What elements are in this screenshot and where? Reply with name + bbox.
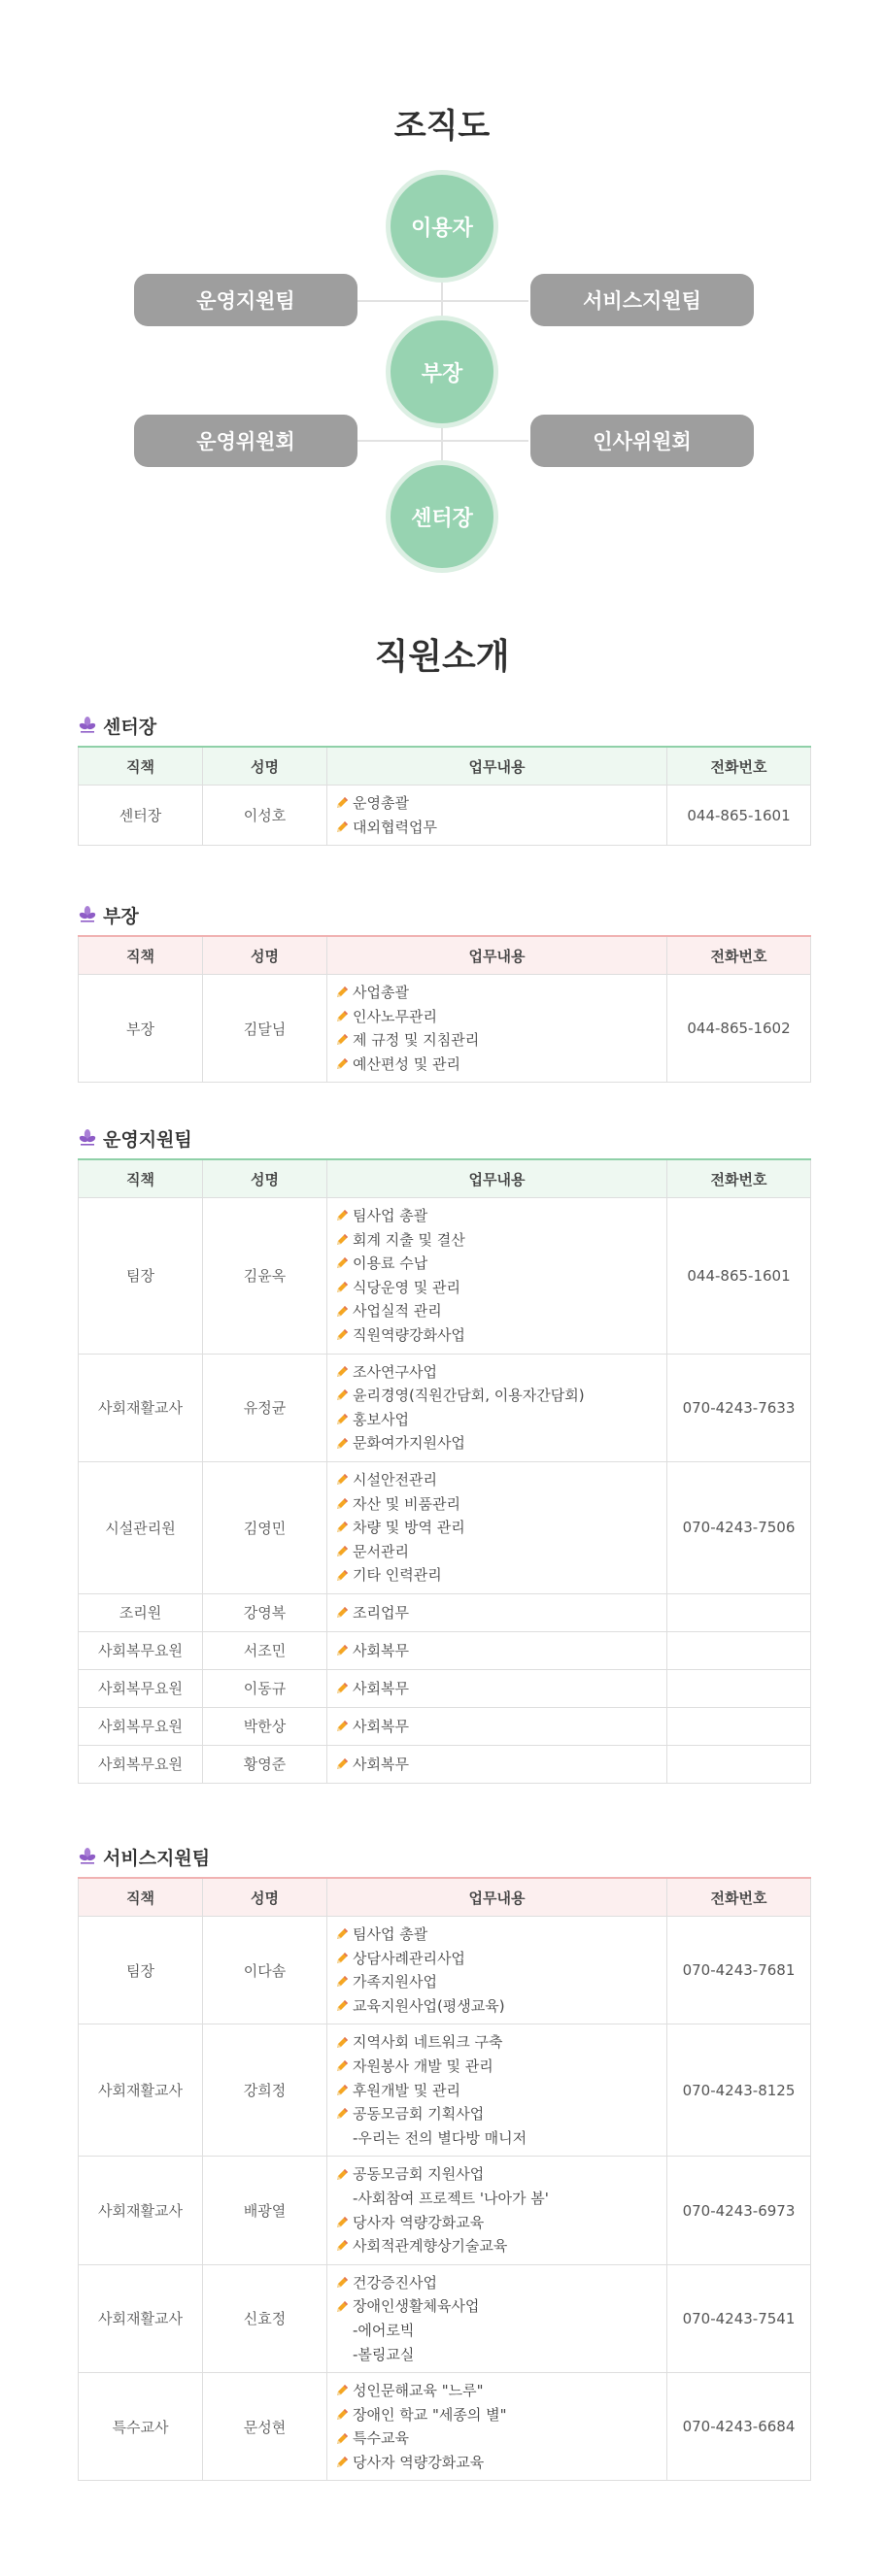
duty-item <box>335 1005 666 1029</box>
name-cell: 김영민 <box>203 1461 327 1593</box>
position-cell: 센터장 <box>79 786 203 846</box>
duty-text: 팀사업 총괄 <box>353 1925 428 1943</box>
duty-text: 사회복무 <box>353 1679 409 1697</box>
table-row <box>79 786 811 846</box>
section-heading-label: 센터장 <box>103 716 157 738</box>
column-header: 성명 <box>203 936 327 975</box>
position-cell: 사회복무요원 <box>79 1631 203 1669</box>
duty-item <box>335 1299 666 1323</box>
staff-title: 직원소개 <box>374 637 510 677</box>
duty-text: 대외협력업무 <box>353 818 437 836</box>
pencil-icon <box>335 1413 349 1426</box>
pencil-icon <box>335 1365 349 1379</box>
duty-item <box>335 2403 666 2427</box>
duty-text: 사회적관계향상기술교육 <box>353 2237 508 2256</box>
flower-icon <box>78 905 97 924</box>
duty-item <box>335 2187 666 2211</box>
staff-table <box>78 746 811 846</box>
connector-top-horizontal <box>357 300 528 302</box>
duty-item <box>335 816 666 840</box>
duty-text: 제 규정 및 지침관리 <box>353 1031 480 1050</box>
pencil-icon <box>335 1328 349 1342</box>
duty-text: 장애인생활체육사업 <box>353 2297 480 2316</box>
pencil-icon <box>335 2107 349 2121</box>
table-row <box>79 2264 811 2372</box>
duty-item <box>335 2426 666 2451</box>
column-header: 전화번호 <box>667 1878 811 1917</box>
phone-cell: 044-865-1601 <box>667 786 811 846</box>
position-cell: 부장 <box>79 975 203 1083</box>
pencil-icon <box>335 1305 349 1319</box>
pencil-icon <box>335 1569 349 1583</box>
column-header: 성명 <box>203 1878 327 1917</box>
duty-item <box>335 2451 666 2475</box>
duty-item <box>335 1204 666 1228</box>
table-row <box>79 1707 811 1745</box>
staff-table <box>78 1877 811 2481</box>
table-header-row <box>79 1159 811 1198</box>
duty-item <box>335 1563 666 1588</box>
duty-item <box>335 1970 666 1994</box>
phone-cell: 070-4243-7541 <box>667 2264 811 2372</box>
table-header-row <box>79 1878 811 1917</box>
table-header-row <box>79 747 811 786</box>
duty-item <box>335 1431 666 1455</box>
duties-cell <box>327 1631 667 1669</box>
duty-item <box>335 1947 666 1971</box>
position-cell: 사회복무요원 <box>79 1707 203 1745</box>
pencil-icon <box>335 2300 349 2314</box>
duty-text: 사회복무 <box>353 1755 409 1773</box>
duty-text: 인사노무관리 <box>353 1007 437 1025</box>
pencil-icon <box>335 1545 349 1558</box>
duty-text: 당사자 역량강화교육 <box>353 2213 485 2231</box>
table-row <box>79 1593 811 1631</box>
phone-cell <box>667 1707 811 1745</box>
duty-text: 자원봉사 개발 및 관리 <box>353 2057 493 2075</box>
pencil-icon <box>335 2168 349 2182</box>
staff-table <box>78 935 811 1083</box>
section-heading <box>78 1121 810 1154</box>
pencil-icon <box>335 1682 349 1695</box>
position-cell: 사회재활교사 <box>79 1354 203 1461</box>
flower-icon <box>78 1128 97 1148</box>
name-cell: 김윤옥 <box>203 1198 327 1355</box>
table-row <box>79 1631 811 1669</box>
duty-text: 시설안전관리 <box>353 1470 437 1489</box>
pencil-icon <box>335 2239 349 2253</box>
duty-text: 지역사회 네트워크 구축 <box>353 2033 503 2052</box>
duty-item <box>335 1677 666 1701</box>
duty-text: 자산 및 비품관리 <box>353 1494 460 1513</box>
duty-item <box>335 1923 666 1947</box>
pencil-icon <box>335 1975 349 1989</box>
position-cell: 팀장 <box>79 1917 203 2024</box>
pencil-icon <box>335 1057 349 1071</box>
pencil-icon <box>335 1720 349 1733</box>
pencil-icon <box>335 1233 349 1247</box>
pencil-icon <box>335 2216 349 2229</box>
duties-cell <box>327 1707 667 1745</box>
duty-text: 홍보사업 <box>353 1410 409 1428</box>
table-row <box>79 1669 811 1707</box>
duty-item <box>335 2379 666 2403</box>
phone-cell: 070-4243-7506 <box>667 1461 811 1593</box>
table-row <box>79 2024 811 2157</box>
duty-item <box>335 1252 666 1276</box>
duty-text: -에어로빅 <box>353 2321 415 2339</box>
duty-text: 회계 지출 및 결산 <box>353 1230 465 1249</box>
duty-text: 사업총괄 <box>353 984 409 1001</box>
duty-item <box>335 791 666 816</box>
pencil-icon <box>335 1999 349 2013</box>
name-cell: 배광열 <box>203 2157 327 2264</box>
duty-item <box>335 981 666 1005</box>
duty-text: -사회참여 프로젝트 '나아가 봄' <box>353 2189 549 2207</box>
name-cell: 이다솜 <box>203 1917 327 2024</box>
section-heading <box>78 709 810 742</box>
pencil-icon <box>335 2036 349 2050</box>
duty-item <box>335 1408 666 1432</box>
duties-cell <box>327 2157 667 2264</box>
org-node-center-head: 센터장 <box>391 465 493 568</box>
duty-text: 사업실적 관리 <box>353 1302 442 1321</box>
phone-cell <box>667 1631 811 1669</box>
pencil-icon <box>335 1927 349 1941</box>
duty-item <box>335 1323 666 1348</box>
duty-text: 조리업무 <box>353 1603 409 1622</box>
duties-cell <box>327 2373 667 2481</box>
duty-text: 차량 및 방역 관리 <box>353 1519 465 1537</box>
duty-text: 윤리경영(직원간담회, 이용자간담회) <box>353 1387 585 1405</box>
table-row <box>79 1745 811 1783</box>
column-header: 업무내용 <box>327 1878 667 1917</box>
duty-item <box>335 2030 666 2055</box>
name-cell: 이성호 <box>203 786 327 846</box>
duty-item <box>335 2162 666 2187</box>
staff-section <box>78 898 810 1083</box>
duties-cell <box>327 786 667 846</box>
pencil-icon <box>335 1281 349 1294</box>
duty-item <box>335 1384 666 1408</box>
duty-item <box>335 1601 666 1625</box>
name-cell: 김달님 <box>203 975 327 1083</box>
pencil-icon <box>335 986 349 999</box>
pencil-icon <box>335 1388 349 1402</box>
phone-cell: 070-4243-7681 <box>667 1917 811 2024</box>
table-row <box>79 1461 811 1593</box>
phone-cell <box>667 1593 811 1631</box>
duty-text: 문화여가지원사업 <box>353 1434 465 1453</box>
pencil-icon <box>335 1473 349 1487</box>
duty-item <box>335 1360 666 1385</box>
position-cell: 조리원 <box>79 1593 203 1631</box>
duty-item <box>335 1639 666 1663</box>
pencil-icon <box>335 1521 349 1534</box>
org-node-manager: 부장 <box>391 320 493 423</box>
table-row <box>79 2373 811 2481</box>
pencil-icon <box>335 1606 349 1620</box>
duties-cell <box>327 1593 667 1631</box>
duty-text: 이용료 수납 <box>353 1255 428 1273</box>
duties-cell <box>327 1461 667 1593</box>
table-row <box>79 1354 811 1461</box>
duty-text: -볼링교실 <box>353 2345 415 2363</box>
duties-cell <box>327 2264 667 2372</box>
phone-cell: 044-865-1602 <box>667 975 811 1083</box>
name-cell: 박한상 <box>203 1707 327 1745</box>
duty-text: -우리는 전의 별다방 매니저 <box>353 2128 527 2147</box>
pencil-icon <box>335 1033 349 1047</box>
org-chart <box>0 0 884 602</box>
phone-cell <box>667 1669 811 1707</box>
pencil-icon <box>335 2059 349 2073</box>
position-cell: 팀장 <box>79 1198 203 1355</box>
duty-text: 운영총괄 <box>353 794 409 812</box>
org-node-user: 이용자 <box>391 175 493 278</box>
section-heading-label: 운영지원팀 <box>103 1128 192 1151</box>
duty-text: 팀사업 총괄 <box>353 1207 428 1224</box>
org-node-hr-committee: 인사위원회 <box>530 415 754 467</box>
column-header: 전화번호 <box>667 1159 811 1198</box>
duty-text: 상담사례관리사업 <box>353 1949 465 1967</box>
duty-item <box>335 1492 666 1517</box>
duty-text: 공동모금회 지원사업 <box>353 2165 485 2184</box>
duty-text: 가족지원사업 <box>353 1973 437 1991</box>
column-header: 직책 <box>79 1159 203 1198</box>
pencil-icon <box>335 1952 349 1965</box>
table-row <box>79 1198 811 1355</box>
phone-cell: 070-4243-6684 <box>667 2373 811 2481</box>
pencil-icon <box>335 2276 349 2290</box>
position-cell: 사회재활교사 <box>79 2157 203 2264</box>
pencil-icon <box>335 2384 349 2397</box>
duty-text: 공동모금회 기획사업 <box>353 2105 485 2124</box>
phone-cell: 070-4243-7633 <box>667 1354 811 1461</box>
pencil-icon <box>335 1209 349 1222</box>
position-cell: 특수교사 <box>79 2373 203 2481</box>
duty-text: 건강증진사업 <box>353 2273 437 2292</box>
name-cell: 강희정 <box>203 2024 327 2157</box>
pencil-icon <box>335 2408 349 2422</box>
duty-item <box>335 1994 666 2019</box>
org-node-service-team: 서비스지원팀 <box>530 274 754 326</box>
duty-item <box>335 2102 666 2126</box>
name-cell: 서조민 <box>203 1631 327 1669</box>
org-node-ops-committee: 운영위원회 <box>134 415 357 467</box>
pencil-icon <box>335 1256 349 1270</box>
staff-section <box>78 709 810 846</box>
duty-item <box>335 1468 666 1492</box>
duty-text: 당사자 역량강화교육 <box>353 2453 485 2471</box>
duty-item <box>335 1753 666 1777</box>
name-cell: 황영준 <box>203 1745 327 1783</box>
pencil-icon <box>335 2084 349 2097</box>
duty-text: 사회복무 <box>353 1641 409 1659</box>
flower-icon <box>78 716 97 735</box>
duty-item <box>335 1228 666 1253</box>
org-chart-title: 조직도 <box>393 107 491 146</box>
pencil-icon <box>335 1010 349 1023</box>
section-heading-label: 서비스지원팀 <box>103 1847 211 1869</box>
section-heading <box>78 898 810 931</box>
duty-item <box>335 2343 666 2367</box>
column-header: 업무내용 <box>327 1159 667 1198</box>
name-cell: 문성현 <box>203 2373 327 2481</box>
duty-item <box>335 1276 666 1300</box>
staff-section <box>78 1121 810 1784</box>
phone-cell: 070-4243-8125 <box>667 2024 811 2157</box>
duty-text: 조사연구사업 <box>353 1362 437 1381</box>
duty-item <box>335 1715 666 1739</box>
duty-text: 장애인 학교 "세종의 별" <box>353 2405 507 2424</box>
duty-item <box>335 2234 666 2258</box>
duty-item <box>335 2055 666 2079</box>
column-header: 성명 <box>203 1159 327 1198</box>
table-row <box>79 1917 811 2024</box>
duties-cell <box>327 975 667 1083</box>
staff-section <box>78 1840 810 2481</box>
pencil-icon <box>335 1644 349 1657</box>
name-cell: 이동규 <box>203 1669 327 1707</box>
duties-cell <box>327 1669 667 1707</box>
duty-item <box>335 2079 666 2103</box>
duty-text: 문서관리 <box>353 1542 409 1560</box>
position-cell: 시설관리원 <box>79 1461 203 1593</box>
section-heading <box>78 1840 810 1873</box>
duty-item <box>335 2126 666 2151</box>
position-cell: 사회재활교사 <box>79 2264 203 2372</box>
position-cell: 사회재활교사 <box>79 2024 203 2157</box>
section-heading-label: 부장 <box>103 905 139 927</box>
duty-text: 사회복무 <box>353 1717 409 1735</box>
duty-item <box>335 1053 666 1077</box>
column-header: 직책 <box>79 747 203 786</box>
phone-cell <box>667 1745 811 1783</box>
duty-text: 식당운영 및 관리 <box>353 1278 460 1296</box>
duty-text: 성인문해교육 "느루" <box>353 2382 484 2400</box>
table-row <box>79 2157 811 2264</box>
duties-cell <box>327 2024 667 2157</box>
duty-item <box>335 1516 666 1540</box>
column-header: 전화번호 <box>667 936 811 975</box>
table-row <box>79 975 811 1083</box>
duties-cell <box>327 1198 667 1355</box>
duties-cell <box>327 1354 667 1461</box>
column-header: 직책 <box>79 936 203 975</box>
pencil-icon <box>335 1437 349 1451</box>
duty-item <box>335 1028 666 1053</box>
duty-item <box>335 2319 666 2343</box>
phone-cell: 070-4243-6973 <box>667 2157 811 2264</box>
duty-item <box>335 1540 666 1564</box>
column-header: 성명 <box>203 747 327 786</box>
duty-text: 직원역량강화사업 <box>353 1325 465 1344</box>
table-header-row <box>79 936 811 975</box>
pencil-icon <box>335 2456 349 2469</box>
duties-cell <box>327 1745 667 1783</box>
column-header: 업무내용 <box>327 936 667 975</box>
duty-text: 특수교육 <box>353 2429 409 2448</box>
name-cell: 강영복 <box>203 1593 327 1631</box>
pencil-icon <box>335 796 349 810</box>
duty-item <box>335 2211 666 2235</box>
org-node-ops-team: 운영지원팀 <box>134 274 357 326</box>
pencil-icon <box>335 2432 349 2446</box>
pencil-icon <box>335 1497 349 1511</box>
column-header: 전화번호 <box>667 747 811 786</box>
position-cell: 사회복무요원 <box>79 1669 203 1707</box>
duty-text: 예산편성 및 관리 <box>353 1054 460 1073</box>
duty-item <box>335 2294 666 2319</box>
pencil-icon <box>335 820 349 834</box>
name-cell: 신효정 <box>203 2264 327 2372</box>
pencil-icon <box>335 1757 349 1771</box>
position-cell: 사회복무요원 <box>79 1745 203 1783</box>
duty-text: 교육지원사업(평생교육) <box>353 1996 505 2015</box>
column-header: 직책 <box>79 1878 203 1917</box>
duties-cell <box>327 1917 667 2024</box>
connector-bottom-horizontal <box>357 440 528 442</box>
duty-item <box>335 2271 666 2295</box>
column-header: 업무내용 <box>327 747 667 786</box>
duty-text: 기타 인력관리 <box>353 1566 442 1585</box>
flower-icon <box>78 1847 97 1866</box>
phone-cell: 044-865-1601 <box>667 1198 811 1355</box>
duty-text: 후원개발 및 관리 <box>353 2081 460 2099</box>
staff-table <box>78 1158 811 1784</box>
name-cell: 유정균 <box>203 1354 327 1461</box>
